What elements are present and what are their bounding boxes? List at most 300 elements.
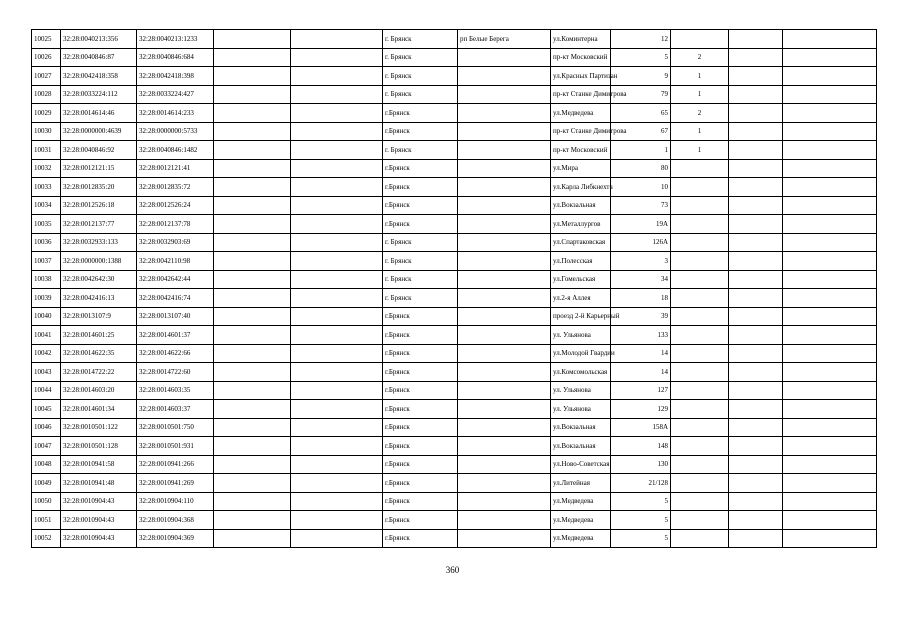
empty-cell: [291, 159, 383, 178]
empty-cell: [783, 30, 877, 49]
empty-cell: [291, 270, 383, 289]
count-cell: [671, 363, 729, 382]
street-cell: ул.Медведева: [551, 529, 611, 548]
row-number: 10039: [32, 289, 61, 308]
house-cell: 130: [611, 455, 671, 474]
district-cell: [458, 233, 551, 252]
table-row: [32, 455, 877, 474]
table-row: [32, 270, 877, 289]
empty-cell: [214, 511, 291, 530]
empty-cell: [214, 307, 291, 326]
house-cell: 127: [611, 381, 671, 400]
cadastral-number: 32:28:0010904:43: [61, 511, 137, 530]
row-number: 10051: [32, 511, 61, 530]
row-number: 10027: [32, 67, 61, 86]
object-cadastral-number: 32:28:0040213:1233: [137, 30, 214, 49]
table-row: [32, 178, 877, 197]
empty-cell: [729, 196, 783, 215]
count-cell: [671, 326, 729, 345]
city-cell: г.Брянск: [383, 363, 458, 382]
object-cadastral-number: 32:28:0014622:66: [137, 344, 214, 363]
object-cadastral-number: 32:28:0014601:37: [137, 326, 214, 345]
city-cell: г.Брянск: [383, 178, 458, 197]
count-cell: 1: [671, 85, 729, 104]
row-number: 10049: [32, 474, 61, 493]
table-row: [32, 474, 877, 493]
table-row: [32, 326, 877, 345]
empty-cell: [783, 159, 877, 178]
table-row: [32, 344, 877, 363]
empty-cell: [214, 85, 291, 104]
object-cadastral-number: 32:28:0012121:41: [137, 159, 214, 178]
table-row: [32, 159, 877, 178]
table-row: [32, 104, 877, 123]
city-cell: г.Брянск: [383, 344, 458, 363]
empty-cell: [783, 67, 877, 86]
row-number: 10030: [32, 122, 61, 141]
object-cadastral-number: 32:28:0042418:398: [137, 67, 214, 86]
cadastral-number: 32:28:0010904:43: [61, 492, 137, 511]
table-row: [32, 196, 877, 215]
district-cell: [458, 418, 551, 437]
table-row: [32, 363, 877, 382]
empty-cell: [214, 270, 291, 289]
street-cell: ул. Ульянова: [551, 326, 611, 345]
district-cell: [458, 400, 551, 419]
cadastral-number: 32:28:0010904:43: [61, 529, 137, 548]
object-cadastral-number: 32:28:0040846:1482: [137, 141, 214, 160]
cadastral-number: 32:28:0012137:77: [61, 215, 137, 234]
house-cell: 1: [611, 141, 671, 160]
district-cell: [458, 159, 551, 178]
cadastral-number: 32:28:0014603:20: [61, 381, 137, 400]
street-cell: ул.Ново-Советская: [551, 455, 611, 474]
empty-cell: [214, 381, 291, 400]
row-number: 10042: [32, 344, 61, 363]
empty-cell: [729, 455, 783, 474]
row-number: 10047: [32, 437, 61, 456]
empty-cell: [291, 455, 383, 474]
house-cell: 65: [611, 104, 671, 123]
district-cell: [458, 252, 551, 271]
empty-cell: [783, 178, 877, 197]
empty-cell: [291, 511, 383, 530]
cadastral-number: 32:28:0040213:356: [61, 30, 137, 49]
count-cell: [671, 437, 729, 456]
house-cell: 5: [611, 529, 671, 548]
empty-cell: [291, 141, 383, 160]
street-cell: ул.Спартаковская: [551, 233, 611, 252]
row-number: 10037: [32, 252, 61, 271]
empty-cell: [291, 196, 383, 215]
district-cell: [458, 455, 551, 474]
city-cell: г.Брянск: [383, 455, 458, 474]
street-cell: ул.Комсомольская: [551, 363, 611, 382]
empty-cell: [214, 289, 291, 308]
empty-cell: [783, 85, 877, 104]
empty-cell: [291, 104, 383, 123]
house-cell: 133: [611, 326, 671, 345]
row-number: 10040: [32, 307, 61, 326]
count-cell: 1: [671, 141, 729, 160]
table-row: [32, 418, 877, 437]
table-row: [32, 529, 877, 548]
cadastral-number: 32:28:0012526:18: [61, 196, 137, 215]
object-cadastral-number: 32:28:0032903:69: [137, 233, 214, 252]
house-cell: 10: [611, 178, 671, 197]
empty-cell: [729, 85, 783, 104]
city-cell: г.Брянск: [383, 437, 458, 456]
cadastral-number: 32:28:0032933:133: [61, 233, 137, 252]
city-cell: г.Брянск: [383, 122, 458, 141]
count-cell: [671, 511, 729, 530]
object-cadastral-number: 32:28:0012835:72: [137, 178, 214, 197]
cadastral-number: 32:28:0040846:92: [61, 141, 137, 160]
empty-cell: [214, 326, 291, 345]
row-number: 10048: [32, 455, 61, 474]
empty-cell: [783, 122, 877, 141]
object-cadastral-number: 32:28:0040846:684: [137, 48, 214, 67]
table-row: [32, 30, 877, 49]
house-cell: 14: [611, 363, 671, 382]
cadastral-number: 32:28:0014614:46: [61, 104, 137, 123]
table-row: [32, 289, 877, 308]
empty-cell: [291, 67, 383, 86]
object-cadastral-number: 32:28:0014603:37: [137, 400, 214, 419]
empty-cell: [214, 418, 291, 437]
table-row: [32, 437, 877, 456]
object-cadastral-number: 32:28:0013107:40: [137, 307, 214, 326]
row-number: 10026: [32, 48, 61, 67]
empty-cell: [214, 492, 291, 511]
city-cell: г.Брянск: [383, 418, 458, 437]
empty-cell: [783, 307, 877, 326]
city-cell: г. Брянск: [383, 30, 458, 49]
city-cell: г.Брянск: [383, 529, 458, 548]
house-cell: 148: [611, 437, 671, 456]
empty-cell: [291, 344, 383, 363]
table-row: [32, 400, 877, 419]
empty-cell: [214, 455, 291, 474]
count-cell: [671, 492, 729, 511]
cadastral-number: 32:28:0000000:1388: [61, 252, 137, 271]
count-cell: [671, 455, 729, 474]
empty-cell: [783, 474, 877, 493]
district-cell: [458, 529, 551, 548]
empty-cell: [729, 252, 783, 271]
district-cell: [458, 492, 551, 511]
row-number: 10025: [32, 30, 61, 49]
street-cell: ул.Коминтерна: [551, 30, 611, 49]
street-cell: ул. Ульянова: [551, 400, 611, 419]
empty-cell: [783, 381, 877, 400]
empty-cell: [291, 48, 383, 67]
empty-cell: [214, 159, 291, 178]
object-cadastral-number: 32:28:0033224:427: [137, 85, 214, 104]
table-row: [32, 381, 877, 400]
district-cell: [458, 48, 551, 67]
cadastral-number: 32:28:0042642:30: [61, 270, 137, 289]
count-cell: [671, 252, 729, 271]
table-row: [32, 48, 877, 67]
row-number: 10034: [32, 196, 61, 215]
empty-cell: [729, 30, 783, 49]
row-number: 10041: [32, 326, 61, 345]
street-cell: пр-кт Московский: [551, 48, 611, 67]
empty-cell: [291, 400, 383, 419]
cadastral-number: 32:28:0010501:122: [61, 418, 137, 437]
house-cell: 39: [611, 307, 671, 326]
object-cadastral-number: 32:28:0010941:266: [137, 455, 214, 474]
object-cadastral-number: 32:28:0014603:35: [137, 381, 214, 400]
table-row: [32, 307, 877, 326]
empty-cell: [214, 400, 291, 419]
empty-cell: [291, 215, 383, 234]
cadastral-number: 32:28:0014601:25: [61, 326, 137, 345]
district-cell: [458, 511, 551, 530]
district-cell: [458, 270, 551, 289]
row-number: 10029: [32, 104, 61, 123]
empty-cell: [729, 307, 783, 326]
empty-cell: [783, 418, 877, 437]
empty-cell: [214, 474, 291, 493]
count-cell: [671, 233, 729, 252]
empty-cell: [214, 104, 291, 123]
house-cell: 12: [611, 30, 671, 49]
district-cell: рп Белые Берега: [458, 30, 551, 49]
district-cell: [458, 381, 551, 400]
row-number: 10045: [32, 400, 61, 419]
row-number: 10044: [32, 381, 61, 400]
street-cell: ул.Вокзальная: [551, 418, 611, 437]
empty-cell: [214, 252, 291, 271]
city-cell: г.Брянск: [383, 474, 458, 493]
cadastral-number: 32:28:0014722:22: [61, 363, 137, 382]
count-cell: 2: [671, 48, 729, 67]
empty-cell: [291, 122, 383, 141]
empty-cell: [214, 178, 291, 197]
street-cell: пр-кт Станке Димитрова: [551, 85, 611, 104]
street-cell: ул.Красных Партизан: [551, 67, 611, 86]
house-cell: 126А: [611, 233, 671, 252]
empty-cell: [783, 48, 877, 67]
cadastral-number: 32:28:0040846:87: [61, 48, 137, 67]
city-cell: г. Брянск: [383, 270, 458, 289]
page-number: 360: [445, 565, 460, 575]
house-cell: 19А: [611, 215, 671, 234]
house-cell: 67: [611, 122, 671, 141]
table-row: [32, 233, 877, 252]
count-cell: 2: [671, 104, 729, 123]
city-cell: г. Брянск: [383, 48, 458, 67]
empty-cell: [214, 141, 291, 160]
house-cell: 5: [611, 48, 671, 67]
empty-cell: [729, 363, 783, 382]
house-cell: 158А: [611, 418, 671, 437]
empty-cell: [729, 344, 783, 363]
empty-cell: [214, 344, 291, 363]
empty-cell: [214, 363, 291, 382]
street-cell: пр-кт Станке Димитрова: [551, 122, 611, 141]
city-cell: г.Брянск: [383, 492, 458, 511]
empty-cell: [783, 344, 877, 363]
house-cell: 129: [611, 400, 671, 419]
empty-cell: [729, 67, 783, 86]
table-row: [32, 122, 877, 141]
cadastral-number: 32:28:0000000:4639: [61, 122, 137, 141]
empty-cell: [291, 178, 383, 197]
empty-cell: [783, 141, 877, 160]
count-cell: [671, 344, 729, 363]
count-cell: [671, 30, 729, 49]
district-cell: [458, 215, 551, 234]
empty-cell: [214, 215, 291, 234]
empty-cell: [214, 529, 291, 548]
empty-cell: [729, 289, 783, 308]
district-cell: [458, 344, 551, 363]
object-cadastral-number: 32:28:0012526:24: [137, 196, 214, 215]
house-cell: 80: [611, 159, 671, 178]
cadastral-number: 32:28:0042416:13: [61, 289, 137, 308]
street-cell: пр-кт Московский: [551, 141, 611, 160]
empty-cell: [783, 289, 877, 308]
street-cell: ул.Медведева: [551, 511, 611, 530]
district-cell: [458, 196, 551, 215]
registry-table: [31, 29, 877, 548]
street-cell: ул.Вокзальная: [551, 437, 611, 456]
empty-cell: [783, 363, 877, 382]
empty-cell: [729, 215, 783, 234]
empty-cell: [783, 233, 877, 252]
empty-cell: [291, 437, 383, 456]
empty-cell: [783, 455, 877, 474]
table-row: [32, 492, 877, 511]
empty-cell: [783, 400, 877, 419]
object-cadastral-number: 32:28:0000000:5733: [137, 122, 214, 141]
empty-cell: [291, 233, 383, 252]
empty-cell: [291, 252, 383, 271]
empty-cell: [729, 381, 783, 400]
city-cell: г.Брянск: [383, 196, 458, 215]
empty-cell: [214, 122, 291, 141]
count-cell: [671, 196, 729, 215]
row-number: 10043: [32, 363, 61, 382]
object-cadastral-number: 32:28:0010904:369: [137, 529, 214, 548]
empty-cell: [729, 326, 783, 345]
district-cell: [458, 104, 551, 123]
row-number: 10050: [32, 492, 61, 511]
city-cell: г.Брянск: [383, 400, 458, 419]
house-cell: 3: [611, 252, 671, 271]
street-cell: проезд 2-й Карьерный: [551, 307, 611, 326]
count-cell: 1: [671, 67, 729, 86]
object-cadastral-number: 32:28:0014722:60: [137, 363, 214, 382]
empty-cell: [291, 85, 383, 104]
district-cell: [458, 326, 551, 345]
empty-cell: [729, 104, 783, 123]
object-cadastral-number: 32:28:0010904:368: [137, 511, 214, 530]
table-row: [32, 85, 877, 104]
empty-cell: [729, 270, 783, 289]
empty-cell: [291, 289, 383, 308]
row-number: 10031: [32, 141, 61, 160]
empty-cell: [783, 196, 877, 215]
row-number: 10052: [32, 529, 61, 548]
empty-cell: [291, 30, 383, 49]
empty-cell: [291, 307, 383, 326]
house-cell: 18: [611, 289, 671, 308]
street-cell: ул.Медведева: [551, 104, 611, 123]
district-cell: [458, 474, 551, 493]
table-row: [32, 215, 877, 234]
empty-cell: [291, 363, 383, 382]
city-cell: г.Брянск: [383, 381, 458, 400]
cadastral-number: 32:28:0012835:20: [61, 178, 137, 197]
street-cell: ул.Вокзальная: [551, 196, 611, 215]
row-number: 10035: [32, 215, 61, 234]
object-cadastral-number: 32:28:0010941:269: [137, 474, 214, 493]
cadastral-number: 32:28:0012121:15: [61, 159, 137, 178]
row-number: 10028: [32, 85, 61, 104]
table-row: [32, 67, 877, 86]
empty-cell: [783, 326, 877, 345]
empty-cell: [291, 418, 383, 437]
count-cell: 1: [671, 122, 729, 141]
object-cadastral-number: 32:28:0012137:78: [137, 215, 214, 234]
table-row: [32, 511, 877, 530]
house-cell: 34: [611, 270, 671, 289]
row-number: 10046: [32, 418, 61, 437]
count-cell: [671, 381, 729, 400]
city-cell: г.Брянск: [383, 215, 458, 234]
table-row: [32, 252, 877, 271]
city-cell: г.Брянск: [383, 511, 458, 530]
cadastral-number: 32:28:0042418:358: [61, 67, 137, 86]
empty-cell: [214, 48, 291, 67]
object-cadastral-number: 32:28:0042110:98: [137, 252, 214, 271]
street-cell: ул.Мира: [551, 159, 611, 178]
empty-cell: [729, 159, 783, 178]
count-cell: [671, 400, 729, 419]
empty-cell: [783, 529, 877, 548]
street-cell: ул.Гомельская: [551, 270, 611, 289]
district-cell: [458, 437, 551, 456]
empty-cell: [783, 252, 877, 271]
district-cell: [458, 85, 551, 104]
city-cell: г. Брянск: [383, 67, 458, 86]
empty-cell: [214, 233, 291, 252]
city-cell: г.Брянск: [383, 307, 458, 326]
house-cell: 73: [611, 196, 671, 215]
empty-cell: [214, 67, 291, 86]
row-number: 10032: [32, 159, 61, 178]
empty-cell: [729, 511, 783, 530]
count-cell: [671, 215, 729, 234]
empty-cell: [729, 178, 783, 197]
count-cell: [671, 159, 729, 178]
cadastral-number: 32:28:0033224:112: [61, 85, 137, 104]
house-cell: 5: [611, 492, 671, 511]
district-cell: [458, 289, 551, 308]
empty-cell: [729, 418, 783, 437]
city-cell: г. Брянск: [383, 233, 458, 252]
object-cadastral-number: 32:28:0042416:74: [137, 289, 214, 308]
object-cadastral-number: 32:28:0010501:931: [137, 437, 214, 456]
district-cell: [458, 307, 551, 326]
count-cell: [671, 474, 729, 493]
empty-cell: [729, 122, 783, 141]
empty-cell: [291, 326, 383, 345]
